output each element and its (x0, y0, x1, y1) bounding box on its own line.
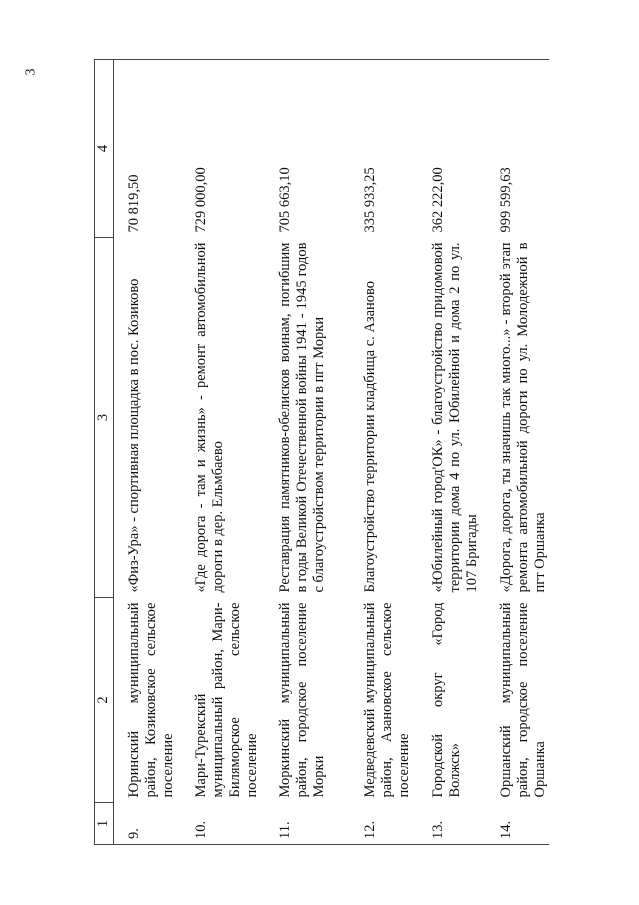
municipality-cell: Моркинский муниципальный район, городское поселение Морки (277, 602, 327, 798)
table-row (177, 60, 261, 845)
project-cell: «Физ-Ура» - спортивная площадка в пос. Козиково (126, 278, 142, 593)
municipality-cell: Юринский муниципальный район, Козиковское сельское поселение (126, 602, 176, 798)
row-number: 13. (414, 803, 482, 845)
municipality-cell: Мари-Турекский муниципальный район, Мари-Биляморское сельское поселение (193, 602, 260, 798)
header-col-4: 4 (95, 60, 114, 238)
row-number: 10. (177, 803, 261, 845)
amount-cell: 362 222,00 (414, 60, 482, 238)
table-row (261, 60, 346, 845)
municipality-cell: Медведевский муниципальный район, Азановское сельское поселение (362, 602, 412, 798)
table-row (346, 60, 414, 845)
row-number: 9. (114, 803, 178, 845)
project-cell: «Дорога, дорога, ты значишь так много...» - второй этап ремонта автомобильной дороги по ул. Молодежной в пгт Оршанка (498, 242, 548, 593)
amount-cell: 999 599,63 (482, 60, 549, 238)
project-cell: «Где дорога - там и жизнь» - ремонт автомобильной дороги в дер. Ельмбаево (193, 242, 226, 593)
amount-cell: 335 933,25 (346, 60, 414, 238)
row-number: 11. (261, 803, 346, 845)
header-col-2: 2 (95, 598, 114, 803)
table-row (482, 60, 549, 845)
amount-cell: 729 000,00 (177, 60, 261, 238)
grants-table-rotated (94, 60, 548, 845)
project-cell: Реставрация памятников-обелисков воинам, погибшим в годы Великой Отечественной войны 1941 - 1945 годов с благоустройством территории в пгт Морки (277, 242, 327, 593)
row-number: 14. (482, 803, 549, 845)
amount-cell: 70 819,50 (114, 60, 178, 238)
amount-cell: 705 663,10 (261, 60, 346, 238)
header-col-3: 3 (95, 238, 114, 598)
project-cell: «Юбилейный город'ОК» - благоустройство придомовой территории дома 4 по ул. Юбилейной и дома 2 по ул. 107 Бригады (430, 242, 480, 593)
page-number: 3 (23, 68, 39, 76)
table-row (114, 60, 178, 845)
municipality-cell: Оршанский муниципальный район, городское поселение Оршанка (498, 602, 548, 798)
table-row (414, 60, 482, 845)
municipality-cell: Городской округ «Город Волжск» (430, 602, 463, 798)
header-col-1: 1 (95, 803, 114, 845)
grants-table (94, 59, 549, 845)
project-cell: Благоустройство территории кладбища с. Азаново (362, 280, 378, 593)
table-header-row (95, 60, 114, 845)
row-number: 12. (346, 803, 414, 845)
